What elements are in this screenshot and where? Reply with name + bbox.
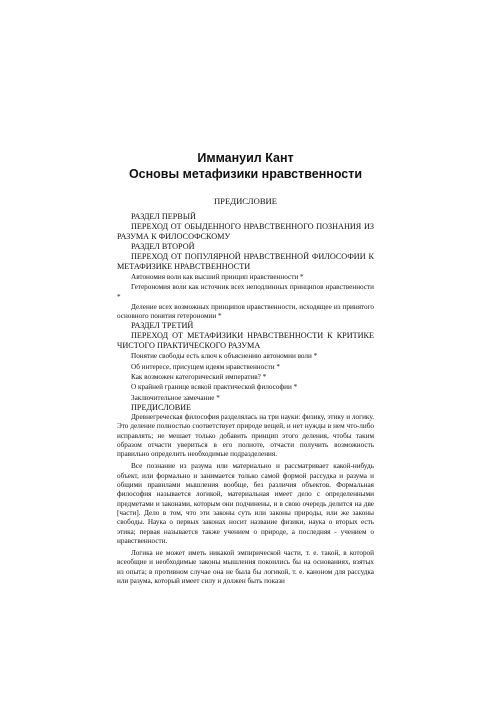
toc-item: Понятие свободы есть ключ к объяснению автономии воли *: [131, 352, 318, 361]
work-title: Основы метафизики нравственности: [128, 167, 363, 181]
preface-section-label: ПРЕДИСЛОВИЕ: [131, 402, 192, 412]
preface-heading: ПРЕДИСЛОВИЕ: [213, 196, 278, 206]
part1-title: ПЕРЕХОД ОТ ОБЫДЕННОГО НРАВСТВЕННОГО ПОЗНАНИЯ ИЗ РАЗУМА К ФИЛОСОФСКОМУ: [117, 222, 374, 241]
toc-item: Как возможен категорический императив? *: [131, 373, 267, 382]
toc-item: Автономия воли как высший принцип нравственности *: [131, 273, 304, 281]
part2-title: ПЕРЕХОД ОТ ПОПУЛЯРНОЙ НРАВСТВЕННОЙ ФИЛОСОФИИ К МЕТАФИЗИКЕ НРАВСТВЕННОСТИ: [117, 252, 374, 271]
title-block: [0, 150, 491, 182]
part3-label: РАЗДЕЛ ТРЕТИЙ: [131, 321, 194, 331]
toc-item: О крайней границе всякой практической философии *: [131, 383, 298, 392]
part2-label: РАЗДЕЛ ВТОРОЙ: [131, 242, 195, 251]
toc-item: Гетерономия воли как источник всех неподлинных принципов нравственности *: [117, 283, 374, 301]
toc-item: Заключительное замечание *: [131, 393, 220, 402]
paragraph: Древнегреческая философия разделялась на три науки: физику, этику и логику. Это деление полностью соответствует природе вещей, и нет нужды в нем что-либо исправлять; не мешает только добавить принцип этого деления, чтобы таким образом отчасти увериться в его полноте, отчасти получить возможность правильно определить необходимые подразделения.: [117, 412, 374, 459]
part3-title: ПЕРЕХОД ОТ МЕТАФИЗИКИ НРАВСТВЕННОСТИ К КРИТИКЕ ЧИСТОГО ПРАКТИЧЕСКОГО РАЗУМА: [117, 331, 374, 351]
paragraph: Логика не может иметь никакой эмпирической части, т. е. такой, в которой всеобщие и необходимые законы мышления покоились бы на основаниях, взятых из опыта; в противном случае она не была бы логикой, т. е. каноном для рассудка или разума, который имеет силу и должен быть покази: [117, 549, 374, 586]
document-body: [117, 212, 374, 586]
author-name: Иммануил Кант: [197, 151, 294, 165]
paragraph: Все познание из разума или материально и рассматривает какой-нибудь объект, или формально и занимается только самой формой рассудка и разума и общими правилами мышления вообще, без различия объектов. Формальная философия называется логикой, материальная имеет дело с определенными предметами и законами, которым они подчинены, и в свою очередь делится на две [части]. Дело в том, что эти законы суть или законы природы, или же законы свободы. Наука о первых законах носит название физики, наука о вторых есть этика; первая называется также учением о природе, а последняя - учением о нравственности.: [117, 462, 374, 545]
toc-item: Об интересе, присущем идеям нравственности *: [131, 362, 280, 371]
toc-item: Деление всех возможных принципов нравственности, исходящее из принятого основного понятия гетерономии *: [117, 302, 374, 321]
part1-label: РАЗДЕЛ ПЕРВЫЙ: [131, 212, 196, 221]
